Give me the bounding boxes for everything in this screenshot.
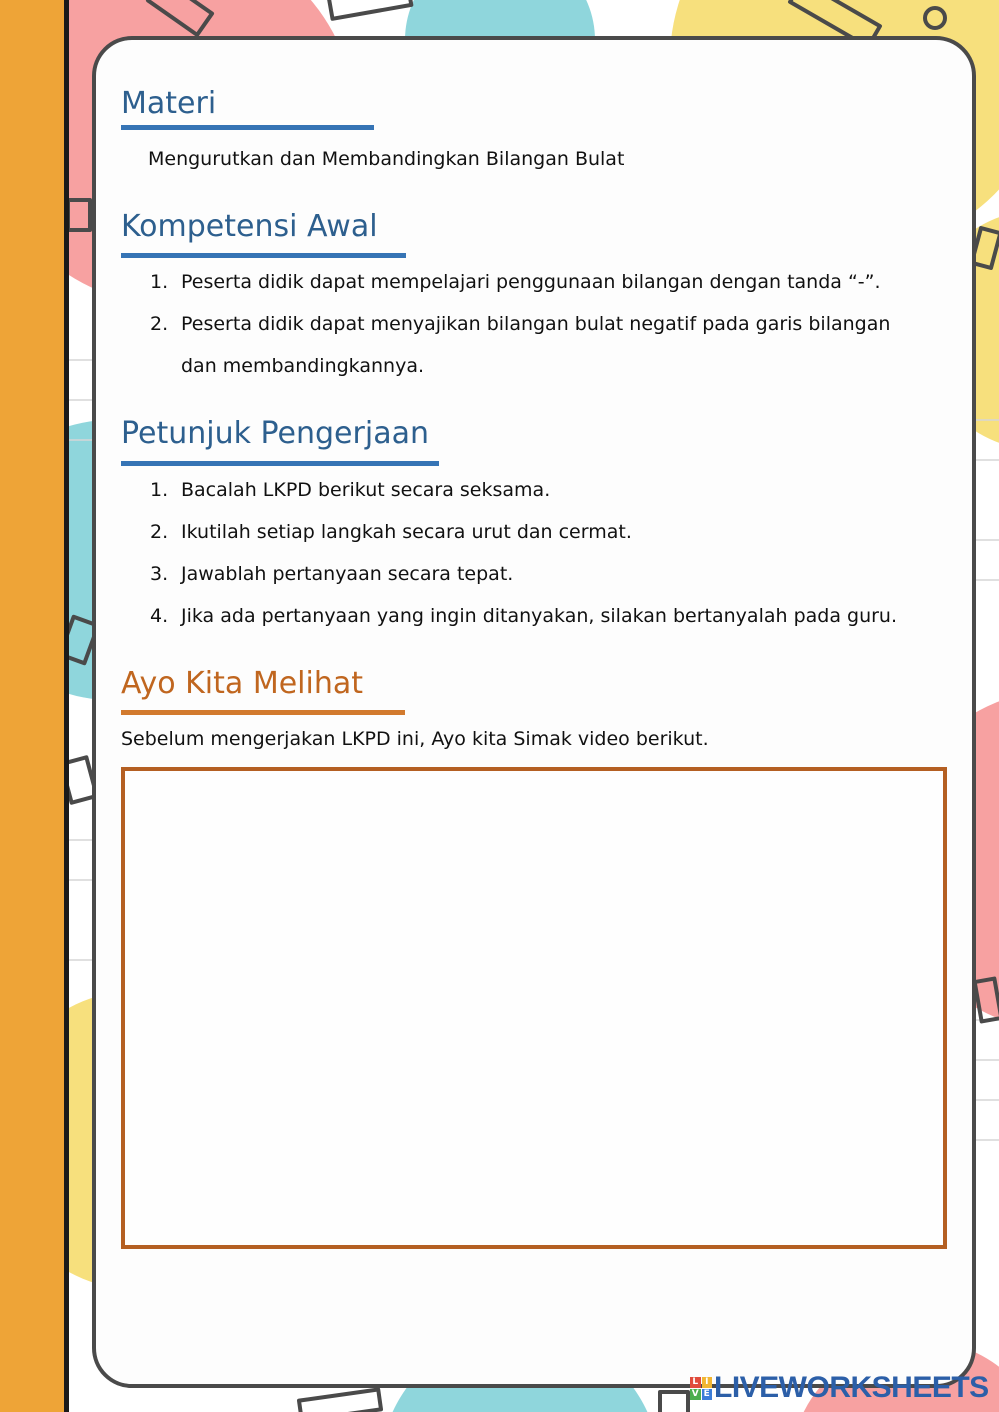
logo-letter-l: L xyxy=(690,1377,701,1388)
list-number: 1. xyxy=(150,479,169,501)
list-text: Ikutilah setiap langkah secara urut dan cermat. xyxy=(181,521,632,543)
list-text: Peserta didik dapat menyajikan bilangan bulat negatif pada garis bilangan xyxy=(181,313,891,335)
watermark-text: LIVEWORKSHEETS xyxy=(714,1371,989,1404)
materi-heading: Materi xyxy=(121,86,217,121)
spine-border-line xyxy=(64,0,69,1412)
list-text: Jawablah pertanyaan secara tepat. xyxy=(181,563,514,585)
ayo-text: Sebelum mengerjakan LKPD ini, Ayo kita Simak video berikut. xyxy=(121,728,709,750)
petunjuk-underline xyxy=(121,461,439,466)
list-text: Jika ada pertanyaan yang ingin ditanyakan, silakan bertanyalah pada guru. xyxy=(181,605,898,627)
liveworksheets-logo-icon xyxy=(690,1377,712,1399)
ayo-heading: Ayo Kita Melihat xyxy=(121,666,363,701)
list-text-continuation: dan membandingkannya. xyxy=(181,355,425,377)
materi-text: Mengurutkan dan Membandingkan Bilangan Bulat xyxy=(148,148,625,170)
kompetensi-underline xyxy=(121,253,406,258)
liveworksheets-watermark[interactable] xyxy=(690,1373,989,1403)
ayo-underline xyxy=(121,710,405,715)
materi-underline xyxy=(121,125,374,130)
logo-letter-v: V xyxy=(691,1389,699,1399)
binder-spine xyxy=(0,0,64,1412)
list-text: Peserta didik dapat mempelajari penggunaan bilangan dengan tanda “-”. xyxy=(181,271,881,293)
list-number: 2. xyxy=(150,313,169,335)
logo-letter-i: I xyxy=(702,1377,713,1388)
list-number: 4. xyxy=(150,605,169,627)
video-embed-area[interactable] xyxy=(121,767,947,1249)
list-number: 2. xyxy=(150,521,169,543)
list-number: 1. xyxy=(150,271,169,293)
list-number: 3. xyxy=(150,563,169,585)
list-text: Bacalah LKPD berikut secara seksama. xyxy=(181,479,551,501)
kompetensi-heading: Kompetensi Awal xyxy=(121,209,378,244)
petunjuk-heading: Petunjuk Pengerjaan xyxy=(121,416,429,451)
logo-letter-e: E xyxy=(702,1389,713,1400)
